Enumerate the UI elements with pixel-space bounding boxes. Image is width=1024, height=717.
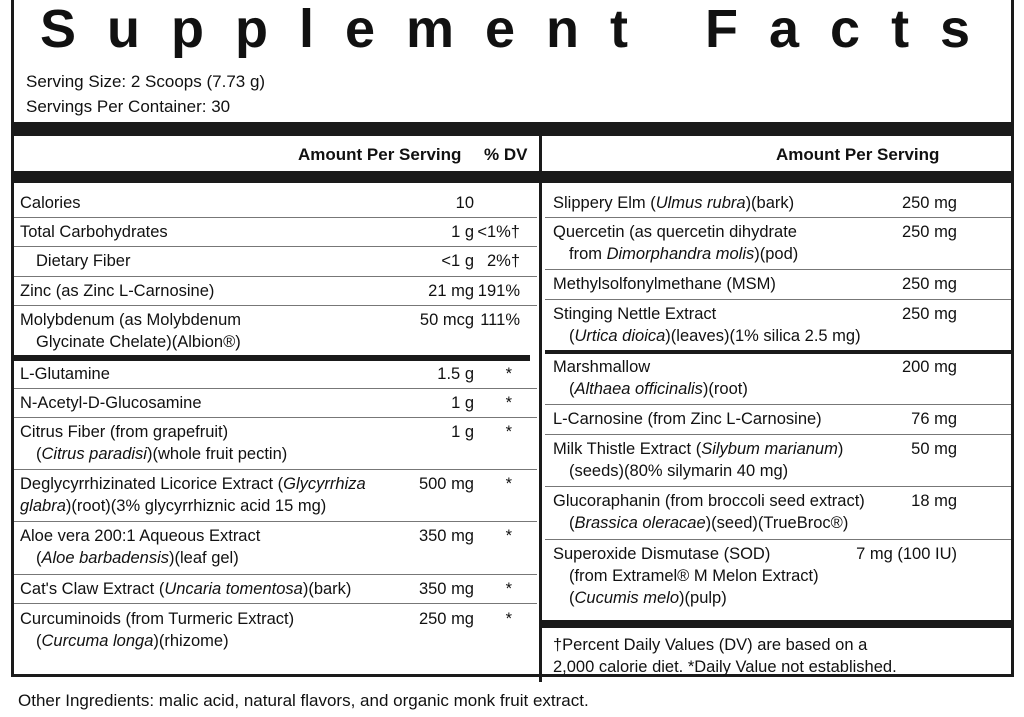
row-milk-thistle: Milk Thistle Extract (Silybum marianum) (seeds)(80% silymarin 40 mg) 50 mg: [553, 440, 957, 480]
row-superoxide-dismutase: Superoxide Dismutase (SOD) (from Extramel® M Melon Extract) (Cucumis melo)(pulp) 7 mg (100 IU): [553, 545, 957, 607]
column-divider: [539, 136, 542, 682]
footnote-rule: [542, 620, 1011, 628]
left-amount-header: Amount Per Serving: [298, 145, 462, 164]
top-thick-rule: [11, 122, 1014, 136]
right-amount-header: Amount Per Serving: [776, 145, 940, 164]
row-licorice-extract: Deglycyrrhizinated Licorice Extract (Glycyrrhiza glabra)(root)(3% glycyrrhiznic acid 15 mg) 500 mg *: [20, 475, 512, 515]
right-section-rule: [545, 350, 1011, 354]
row-glucoraphanin: Glucoraphanin (from broccoli seed extract) (Brassica oleracae)(seed)(TrueBroc®) 18 mg: [553, 492, 957, 532]
left-section-rule: [14, 355, 530, 361]
panel-title: Supplement Facts: [40, 0, 1002, 59]
row-marshmallow: Marshmallow (Althaea officinalis)(root) 200 mg: [553, 358, 957, 398]
row-citrus-fiber: Citrus Fiber (from grapefruit) (Citrus paradisi)(whole fruit pectin) 1 g *: [20, 423, 512, 463]
row-aloe-vera: Aloe vera 200:1 Aqueous Extract (Aloe barbadensis)(leaf gel) 350 mg *: [20, 527, 512, 567]
row-quercetin: Quercetin (as quercetin dihydrate from Dimorphandra molis)(pod) 250 mg: [553, 223, 957, 263]
row-stinging-nettle: Stinging Nettle Extract (Urtica dioica)(leaves)(1% silica 2.5 mg) 250 mg: [553, 305, 957, 345]
other-ingredients: Other Ingredients: malic acid, natural flavors, and organic monk fruit extract.: [18, 691, 589, 710]
serving-size: Serving Size: 2 Scoops (7.73 g): [26, 72, 266, 91]
left-dv-header: % DV: [484, 145, 528, 164]
row-curcuminoids: Curcuminoids (from Turmeric Extract) (Curcuma longa)(rhizome) 250 mg *: [20, 610, 512, 650]
daily-value-footnote: †Percent Daily Values (DV) are based on a 2,000 calorie diet. *Daily Value not established.: [553, 636, 897, 676]
row-molybdenum: Molybdenum (as Molybdenum Glycinate Chelate)(Albion®) 50 mcg 111%: [20, 311, 520, 351]
servings-per-container: Servings Per Container: 30: [26, 97, 231, 116]
header-thick-rule: [11, 171, 1014, 183]
